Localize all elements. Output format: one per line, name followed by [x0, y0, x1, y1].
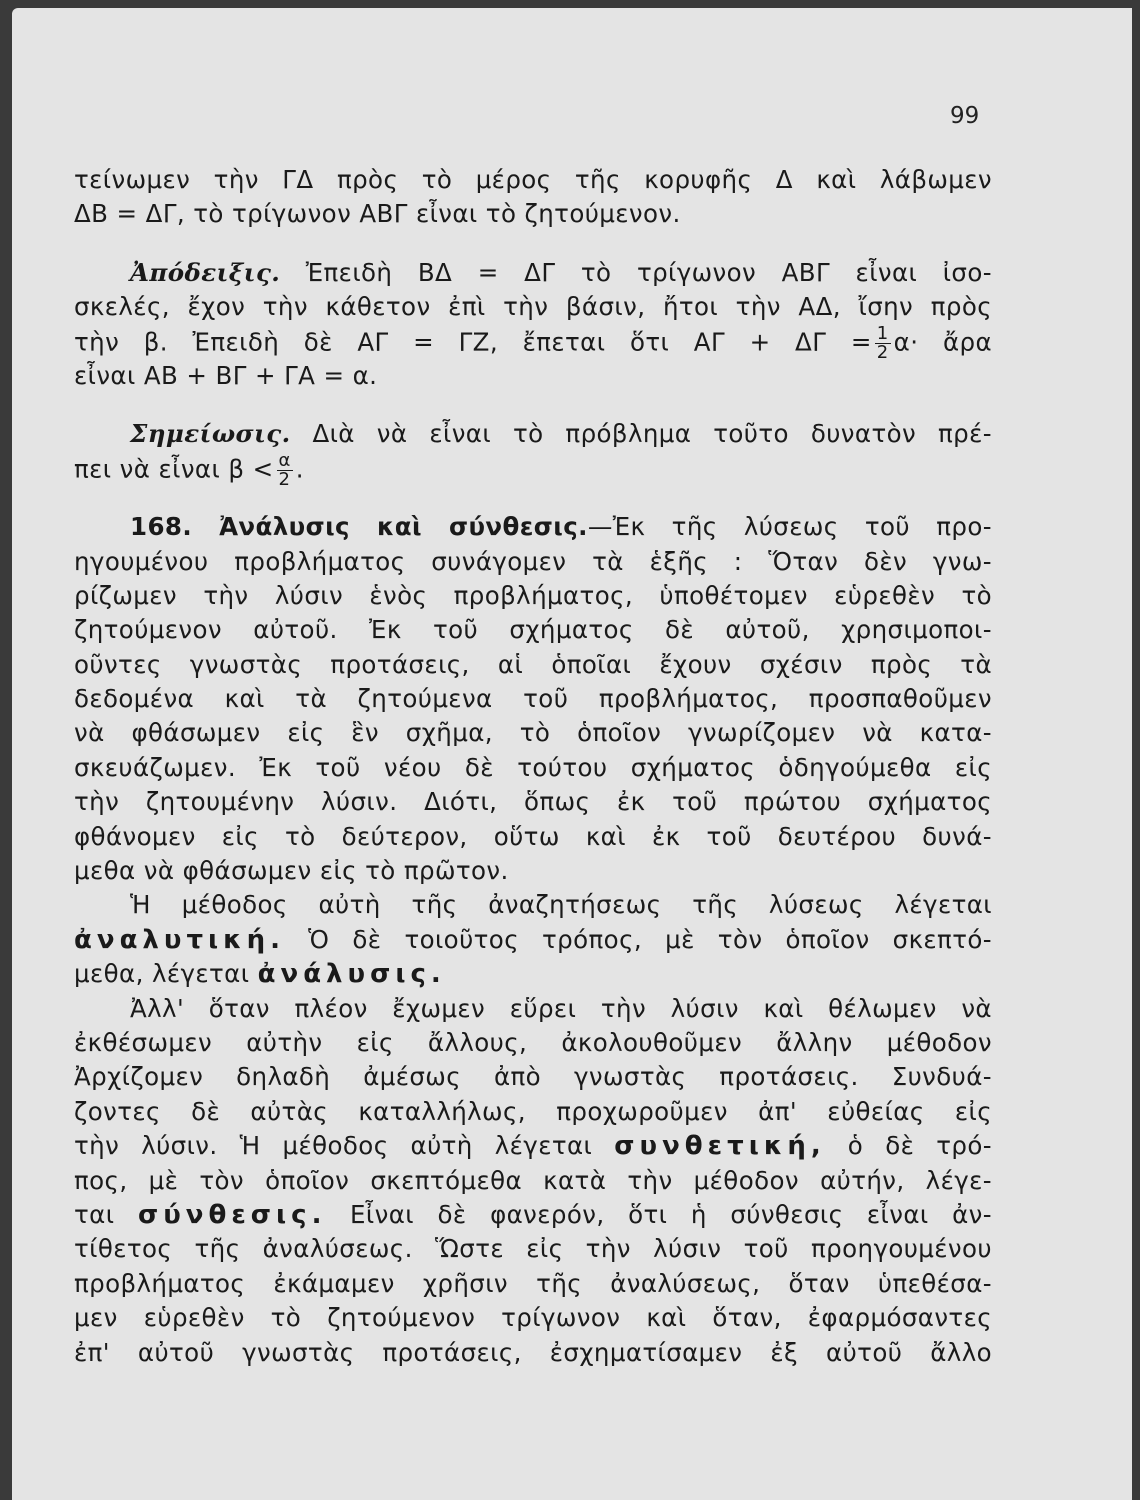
text-line: Ἀλλ' ὅταν πλέον ἔχωμεν εὕρει τὴν λύσιν καὶ θέλωμεν νὰ [130, 993, 992, 1023]
fraction: $\frac{1}{2}$ [876, 322, 889, 363]
text-line: πος, μὲ τὸν ὁποῖον σκεπτόμεθα κατὰ τὴν μέθοδον αὐτήν, λέγε- [74, 1165, 992, 1195]
fraction: $\frac{\alpha}{2}$ [278, 449, 291, 490]
text-line: ται σύνθεσις. Εἶναι δὲ φανερόν, ὅτι ἡ σύνθεσις εἶναι ἀν- [74, 1199, 992, 1230]
text-line: Ἡ μέθοδος αὐτὴ τῆς ἀναζητήσεως τῆς λύσεως λέγεται [130, 890, 992, 920]
proof-label: Ἀπόδειξις. [130, 257, 281, 287]
text-line: τὴν λύσιν. Ἡ μέθοδος αὐτὴ λέγεται συνθετική, ὁ δὲ τρό- [74, 1131, 992, 1162]
note-label: Σημείωσις. [130, 419, 291, 449]
text-line: τίθετος τῆς ἀναλύσεως. Ὥστε εἰς τὴν λύσιν τοῦ προηγουμένου [74, 1234, 992, 1264]
text-line: μεθα νὰ φθάσωμεν εἰς τὸ πρῶτον. [74, 856, 509, 886]
text-line: τὴν ζητουμένην λύσιν. Διότι, ὅπως ἐκ τοῦ πρώτου σχήματος [74, 787, 992, 817]
text-line: τὴν β. Ἐπειδὴ δὲ ΑΓ = ΓΖ, ἔπεται ὅτι ΑΓ + ΔΓ = $\frac{1}{2}$ α· ἄρα [74, 322, 993, 363]
text-line: μεθα, λέγεται ἀνάλυσις. [74, 959, 446, 990]
term-analysis: ἀνάλυσις. [257, 959, 446, 990]
text-line: τείνωμεν τὴν ΓΔ πρὸς τὸ μέρος τῆς κορυφῆς Δ καὶ λάβωμεν [74, 165, 992, 194]
book-page [12, 8, 1132, 1500]
text-line: ζητούμενον αὐτοῦ. Ἐκ τοῦ σχήματος δὲ αὐτοῦ, χρησιμοποι- [74, 615, 992, 645]
text-line: ἐκθέσωμεν αὐτὴν εἰς ἄλλους, ἀκολουθοῦμεν ἄλλην μέθοδον [74, 1027, 992, 1057]
text-line: προβλήματος ἐκάμαμεν χρῆσιν τῆς ἀναλύσεως, ὅταν ὑπεθέσα- [74, 1268, 992, 1298]
text-line: πει νὰ εἶναι β < $\frac{\alpha}{2}$ . [74, 449, 304, 490]
text-line: σκελές, ἔχον τὴν κάθετον ἐπὶ τὴν βάσιν, ἤτοι τὴν ΑΔ, ἴσην πρὸς [74, 292, 992, 322]
text-line: νὰ φθάσωμεν εἰς ἓν σχῆμα, τὸ ὁποῖον γνωρίζομεν νὰ κατα- [74, 718, 992, 748]
text-line: ἀναλυτική. Ὁ δὲ τοιοῦτος τρόπος, μὲ τὸν ὁποῖον σκεπτό- [74, 924, 992, 955]
text-line: εἶναι ΑΒ + ΒΓ + ΓΑ = α. [74, 360, 378, 390]
section-line: 168. Ἀνάλυσις καὶ σύνθεσις.—Ἐκ τῆς λύσεως τοῦ προ- [130, 512, 992, 542]
page-body [74, 163, 992, 1370]
text-line: ηγουμένου προβλήματος συνάγομεν τὰ ἑξῆς : Ὅταν δὲν γνω- [74, 546, 992, 576]
term-analytic: ἀναλυτική. [74, 924, 286, 955]
text-line: μεν εὑρεθὲν τὸ ζητούμενον τρίγωνον καὶ ὅταν, ἐφαρμόσαντες [74, 1303, 992, 1333]
text-line: ΔΒ = ΔΓ, τὸ τρίγωνον ΑΒΓ εἶναι τὸ ζητούμενον. [74, 199, 681, 229]
text-line: Ἀρχίζομεν δηλαδὴ ἀμέσως ἀπὸ γνωστὰς προτάσεις. Συνδυά- [74, 1062, 992, 1092]
text-line: ρίζωμεν τὴν λύσιν ἑνὸς προβλήματος, ὑποθέτομεν εὑρεθὲν τὸ [74, 580, 992, 610]
proof-line: Ἀπόδειξις. Ἐπειδὴ ΒΔ = ΔΓ τὸ τρίγωνον ΑΒΓ εἶναι ἰσο- [130, 257, 992, 287]
text-line: οῦντες γνωστὰς προτάσεις, αἱ ὁποῖαι ἔχουν σχέσιν πρὸς τὰ [74, 649, 992, 679]
page-number: 99 [950, 103, 980, 129]
text-line: σκευάζωμεν. Ἐκ τοῦ νέου δὲ τούτου σχήματος ὁδηγούμεθα εἰς [74, 752, 992, 782]
term-synthetic: συνθετική, [614, 1131, 826, 1162]
text-line: φθάνομεν εἰς τὸ δεύτερον, οὕτω καὶ ἐκ τοῦ δευτέρου δυνά- [74, 821, 992, 851]
note-line: Σημείωσις. Διὰ νὰ εἶναι τὸ πρόβλημα τοῦτο δυνατὸν πρέ- [130, 419, 992, 449]
text-line: ἐπ' αὐτοῦ γνωστὰς προτάσεις, ἐσχηματίσαμεν ἐξ αὐτοῦ ἄλλο [74, 1337, 992, 1367]
text-line: δεδομένα καὶ τὰ ζητούμενα τοῦ προβλήματος, προσπαθοῦμεν [74, 684, 992, 714]
term-synthesis: σύνθεσις. [137, 1199, 327, 1230]
section-heading: 168. Ἀνάλυσις καὶ σύνθεσις. [130, 512, 588, 542]
text-line: ζοντες δὲ αὐτὰς καταλλήλως, προχωροῦμεν ἀπ' εὐθείας εἰς [74, 1096, 992, 1126]
